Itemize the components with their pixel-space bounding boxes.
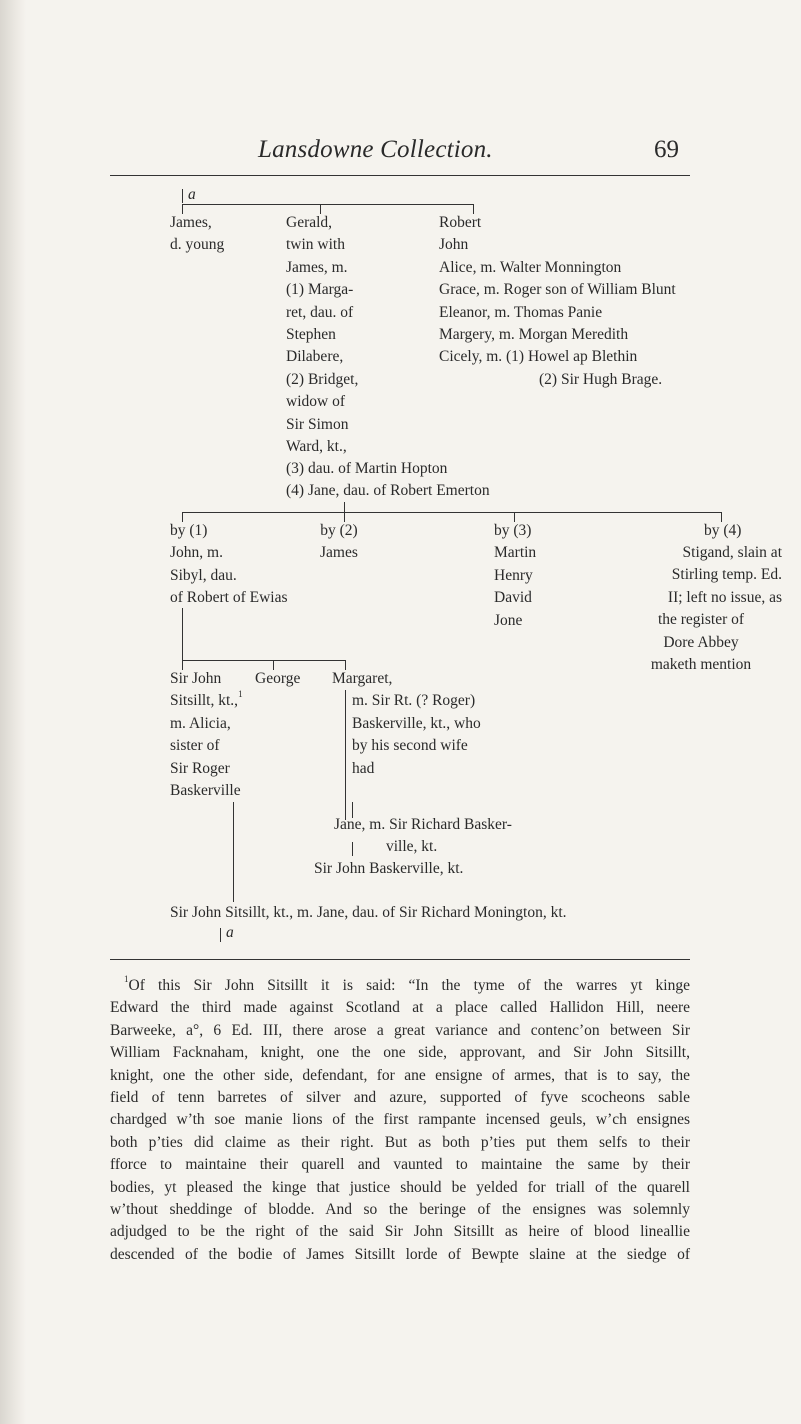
gen3-bar	[182, 660, 346, 661]
continuation-marker-top: a	[188, 186, 196, 203]
george-entry: George	[255, 670, 301, 687]
by2-entry: by (2) James	[320, 522, 358, 562]
header-rule	[110, 175, 690, 176]
gerald-wives-3-4: (3) dau. of Martin Hopton (4) Jane, dau. of Robert Emerton	[286, 460, 490, 500]
john-stem	[182, 608, 183, 660]
continuation-line-top	[182, 189, 183, 203]
sir-john-baskerville-entry: Sir John Baskerville, kt.	[314, 860, 464, 877]
by4-entry: Stigand, slain at Stirling temp. Ed. II; left no issue, as the register of Dore Abbey maketh mention	[650, 544, 782, 674]
siblings-entry: Robert John Alice, m. Walter Monnington Grace, m. Roger son of William Blunt Eleanor, m. Thomas Panie Margery, m. Morgan Meredith Cicely, m. (1) Howel ap Blethin (2) Sir Hugh Brage.	[439, 214, 676, 388]
running-title: Lansdowne Collection.	[258, 136, 493, 163]
by3-entry: by (3) Martin Henry David Jone	[494, 522, 537, 629]
footnote-ref: 1	[238, 689, 243, 700]
sir-john-sitsillt-marriage: Sir John Sitsillt, kt., m. Jane, dau. of Sir Richard Monington, kt.	[170, 904, 567, 921]
gen1-bar	[182, 204, 474, 205]
continuation-marker-bottom: a	[226, 924, 234, 941]
sir-john-stem	[233, 802, 234, 902]
footnote-mark: 1	[124, 974, 129, 984]
margaret-stem	[345, 690, 346, 820]
margaret-entry: Margaret, m. Sir Rt. (? Roger) Baskerville, kt., who by his second wife had	[332, 670, 481, 777]
gerald-entry: Gerald, twin with James, m. (1) Marga- ret, dau. of Stephen Dilabere, (2) Bridget, widow of Sir Simon Ward, kt.,	[286, 214, 359, 456]
jane-entry: Jane, m. Sir Richard Basker- ville, kt.	[334, 816, 512, 856]
continuation-line-bottom	[220, 928, 221, 942]
james-entry: James, d. young	[170, 214, 225, 254]
page-edge-shadow	[0, 0, 26, 1424]
by4-label: by (4)	[704, 522, 742, 539]
page-number: 69	[654, 136, 679, 163]
sir-john-entry: Sir John Sitsillt, kt.,$^1$ m. Alicia, sister of Sir Roger Baskerville	[170, 670, 243, 800]
footnote-rule	[110, 959, 690, 960]
jane-stem	[352, 842, 353, 856]
gen2-bar	[182, 512, 722, 513]
footnote: $^1$Of this Sir John Sitsillt it is said: “In the tyme of the warres yt kinge Edward the third made against Scotland at a place called Hallidon Hill, neere Barweeke, a°, 6 Ed. III, there arose a great variance and contenc’on between Sir William Facknaham, knight, one the one side, approvant, and Sir John Sitsillt, knight, one the other side, defendant, for ane ensigne of armes, that is to say, the field of tenn barretes of silver and azure, supported of fyve scocheons sable chardged w’th soe manie lions of the first rampante incensed geuls, w’ch ensignes both p’ties did claime as their right. But as both p’ties put them selfs to their fforce to maintaine their quarell and vaunted to maintaine the same by their bodies, yt pleased the kinge that justice should be yelded for triall of the quarell w’thout sheddinge of blodde. And so the beringe of the ensignes was solemnly adjudged to be the right of the said Sir John Sitsillt as heire of blood lineallie descended of the bodie of James Sitsillt lorde of Bewpte slaine at the siedge of	[110, 974, 690, 1263]
by1-entry: by (1) John, m. Sibyl, dau. of Robert of Ewias	[170, 522, 288, 607]
gen2-stem	[344, 502, 345, 512]
